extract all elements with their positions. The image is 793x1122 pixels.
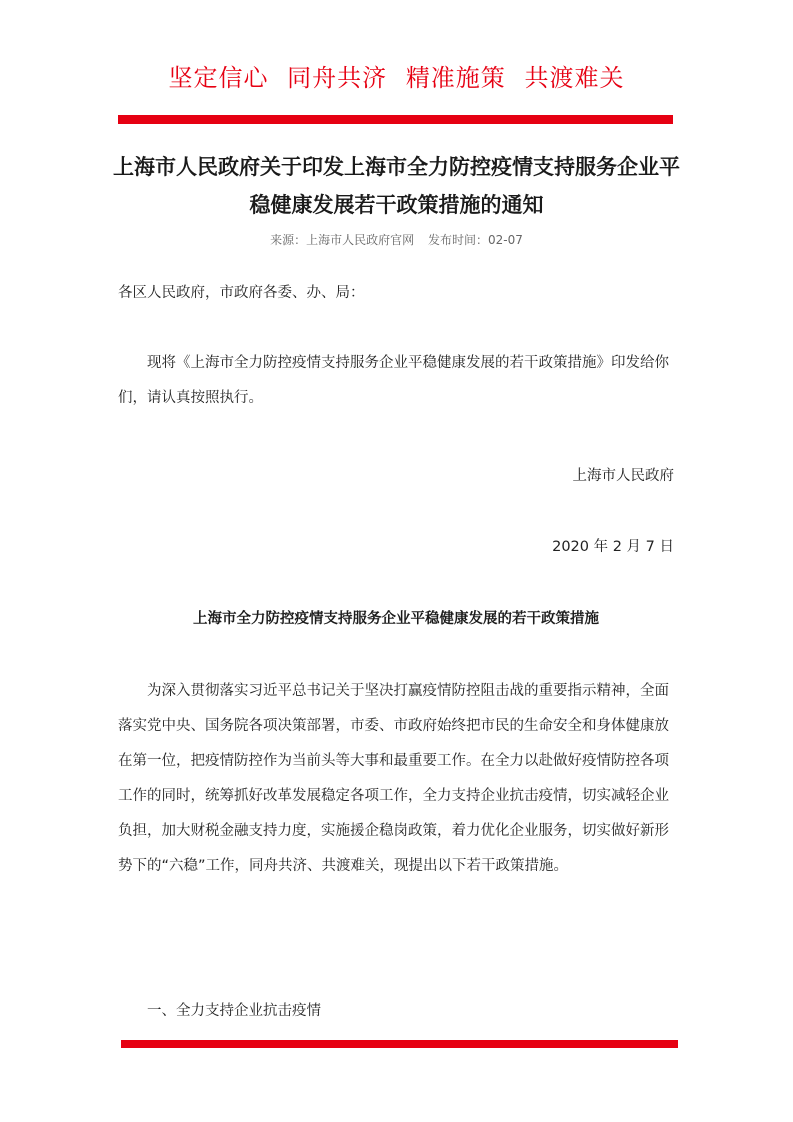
salutation: 各区人民政府，市政府各委、办、局：	[118, 285, 365, 301]
body-paragraph: 为深入贯彻落实习近平总书记关于坚决打赢疫情防控阻击战的重要指示精神，全面落实党中央、国务院各项决策部署，市委、市政府始终把市民的生命安全和身体健康放在第一位，把疫情防控作为当前头等大事和最重要工作。在全力以赴做好疫情防控各项工作的同时，统筹抓好改革发展稳定各项工作，全力支持企业抗击疫情，切实减轻企业负担，加大财税金融支持力度，实施援企稳岗政策，着力优化企业服务，切实做好新形势下的“六稳”工作，同舟共济、共渡难关，现提出以下若干政策措施。	[118, 683, 669, 874]
slogan-phrase: 坚定信心	[168, 64, 269, 92]
source-label: 来源：上海市人民政府官网	[270, 233, 415, 247]
signature: 上海市人民政府	[572, 468, 674, 484]
article-meta	[110, 231, 683, 249]
slogan-phrase: 同舟共济	[287, 64, 388, 92]
article-title: 上海市人民政府关于印发上海市全力防控疫情支持服务企业平稳健康发展若干政策措施的通知	[113, 155, 680, 217]
slogan-banner	[0, 60, 793, 96]
heading-one: 一、全力支持企业抗击疫情	[147, 1003, 321, 1019]
signing-date: 2020 年 2 月 7 日	[552, 539, 674, 555]
bottom-divider	[121, 1040, 678, 1048]
slogan-phrase: 共渡难关	[524, 64, 625, 92]
intro-paragraph: 现将《上海市全力防控疫情支持服务企业平稳健康发展的若干政策措施》印发给你们，请认真按照执行。	[118, 355, 669, 406]
top-divider	[118, 115, 673, 124]
publish-date-label: 发布时间：02-07	[427, 233, 523, 247]
slogan-phrase: 精准施策	[405, 64, 506, 92]
section-title: 上海市全力防控疫情支持服务企业平稳健康发展的若干政策措施	[193, 611, 599, 627]
